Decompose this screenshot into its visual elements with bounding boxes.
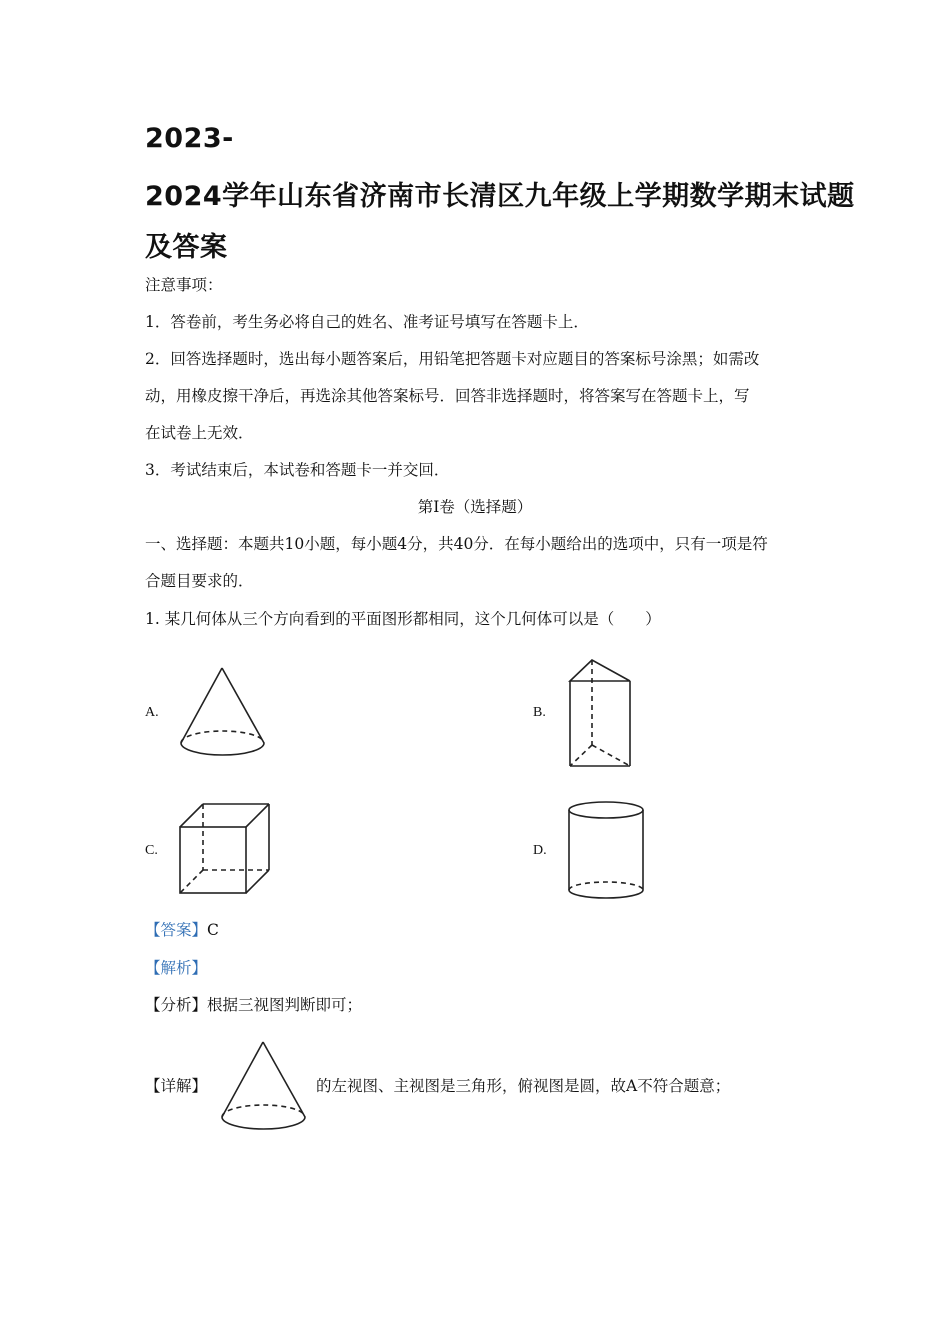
cylinder-figure <box>564 800 650 904</box>
answer-tag: 【答案】 <box>145 921 208 939</box>
doc-title-line-3: 及答案 <box>145 232 228 263</box>
answer-value: C <box>207 921 219 939</box>
detail-cone-figure <box>219 1038 309 1134</box>
part1-instructions-line-2: 合题目要求的． <box>145 572 254 590</box>
fenxi-line <box>145 995 362 1015</box>
option-c-label: C. <box>145 843 158 858</box>
option-a-label: A. <box>145 705 159 720</box>
answer-line <box>145 920 219 940</box>
analysis-tag: 【解析】 <box>145 959 208 977</box>
notice-item-2-line-1: 2．回答选择题时，选出每小题答案后，用铅笔把答题卡对应题目的答案标号涂黑；如需改 <box>145 350 760 368</box>
fenxi-text: 根据三视图判断即可； <box>207 996 363 1014</box>
notice-heading: 注意事项： <box>145 276 223 294</box>
notice-item-2-line-3: 在试卷上无效． <box>145 424 254 442</box>
fenxi-tag: 【分析】 <box>145 996 208 1014</box>
option-d-label: D. <box>533 843 547 858</box>
notice-item-3: 3．考试结束后，本试卷和答题卡一并交回． <box>145 461 450 479</box>
option-b-label: B. <box>533 705 546 720</box>
notice-item-1: 1．答卷前，考生务必将自己的姓名、准考证号填写在答题卡上． <box>145 313 589 331</box>
notice-item-2-line-2: 动，用橡皮擦干净后，再选涂其他答案标号．回答非选择题时，将答案写在答题卡上，写 <box>145 387 750 405</box>
detail-tag: 【详解】 <box>145 1077 208 1095</box>
volume-title: 第I卷（选择题） <box>417 498 533 516</box>
cone-figure <box>178 664 268 760</box>
triangular-prism-figure <box>566 657 636 771</box>
doc-title-line-2: 2024学年山东省济南市长清区九年级上学期数学期末试题 <box>145 181 855 212</box>
detail-text: 的左视图、主视图是三角形，俯视图是圆，故A不符合题意； <box>316 1077 731 1095</box>
part1-instructions-line-1: 一、选择题：本题共10小题，每小题4分，共40分．在每小题给出的选项中，只有一项是符 <box>145 535 768 553</box>
cube-figure <box>176 801 273 897</box>
question-1-stem: 1. 某几何体从三个方向看到的平面图形都相同，这个几何体可以是（ ） <box>145 610 661 628</box>
doc-title-line-1: 2023- <box>145 123 234 154</box>
